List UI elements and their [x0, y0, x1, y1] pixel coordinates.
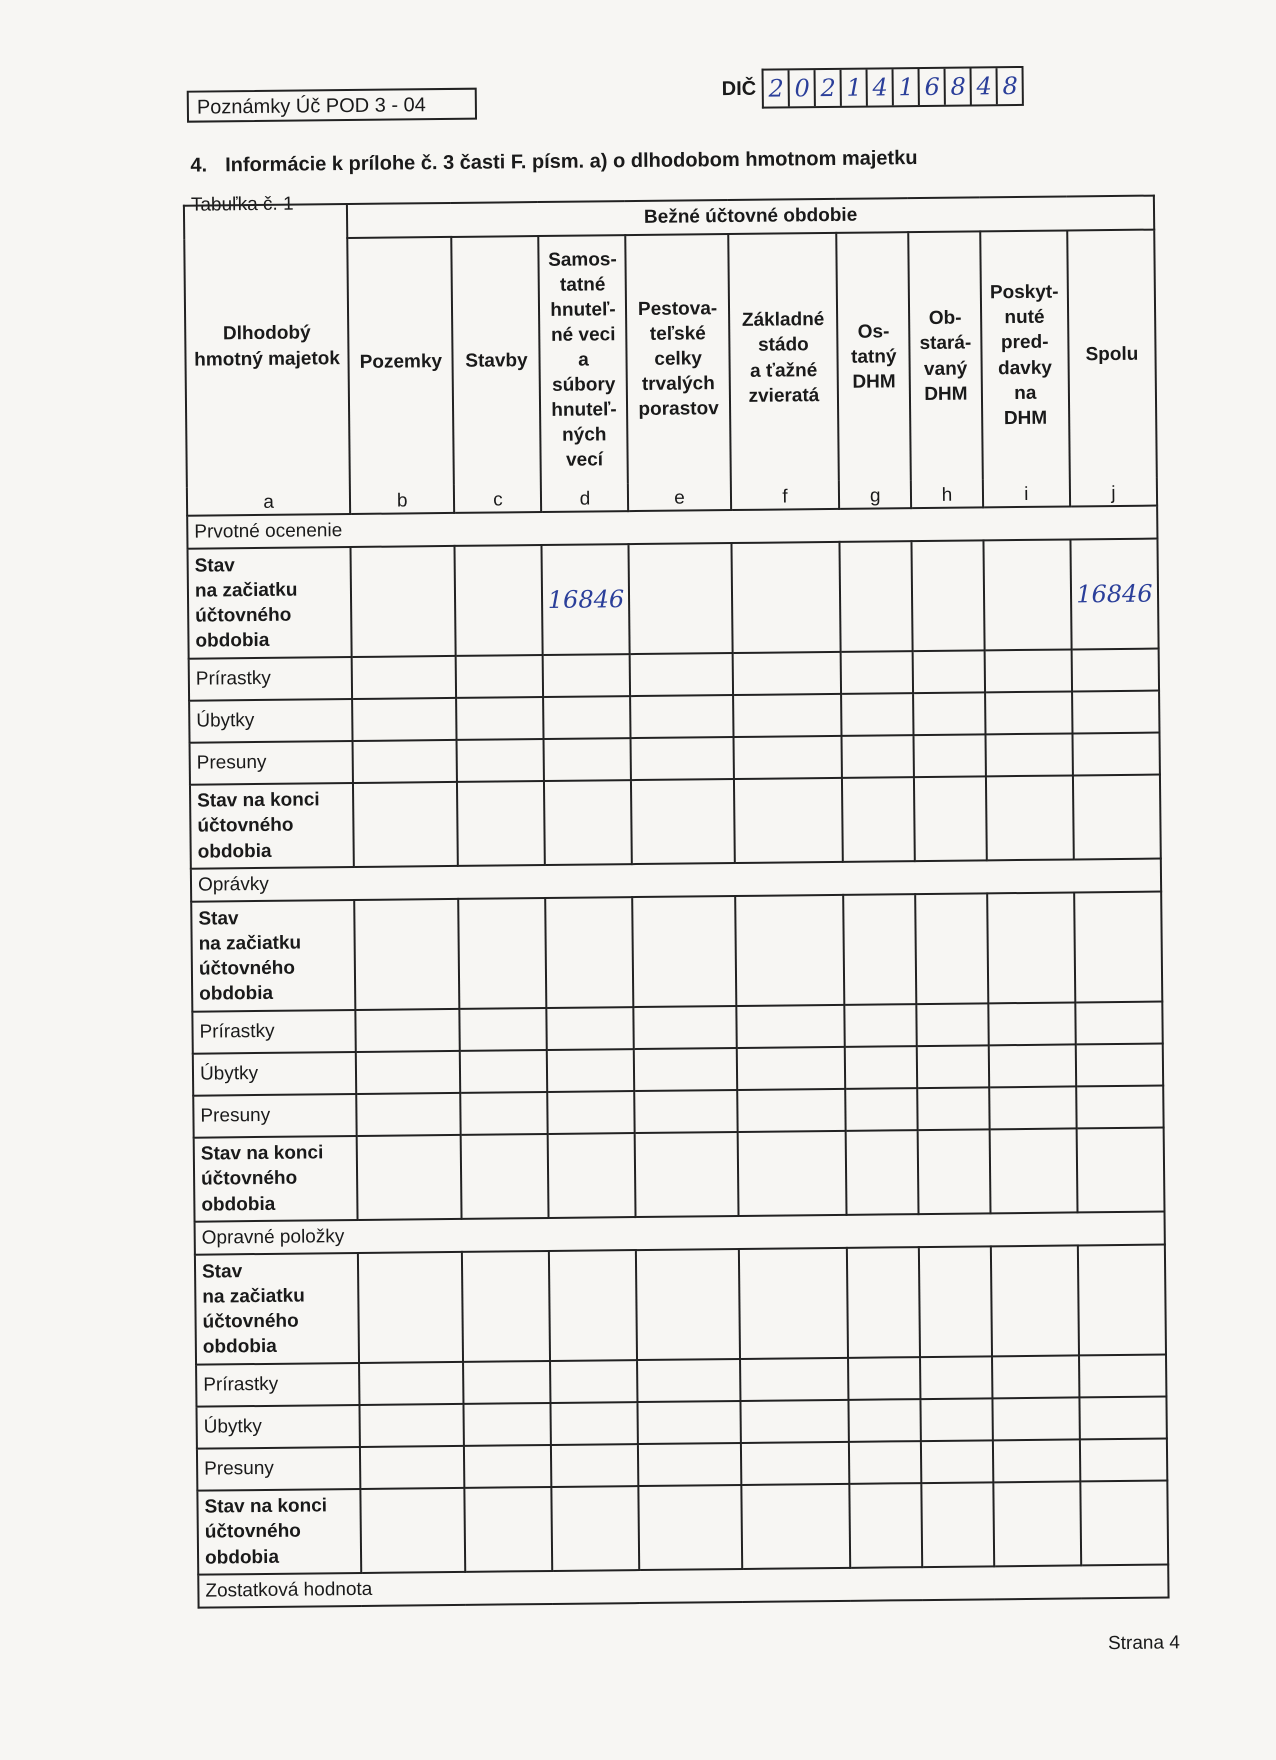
value-cell-d[interactable] [544, 780, 632, 865]
row-label: Presuny [193, 1094, 357, 1138]
value-cell-h[interactable] [917, 1087, 989, 1130]
dic-boxes [762, 66, 1024, 109]
section-heading [190, 147, 917, 178]
row-label: Prírastky [192, 1010, 356, 1054]
value-cell-e[interactable] [634, 1006, 737, 1049]
value-cell-h[interactable] [914, 734, 986, 777]
value-cell-g[interactable] [849, 1399, 921, 1442]
value-cell-c[interactable] [461, 1134, 549, 1219]
value-cell-c[interactable] [457, 781, 545, 866]
value-cell-j[interactable]: 16846 [1070, 539, 1158, 650]
value-cell-b[interactable] [351, 546, 457, 657]
value-cell-j[interactable] [1074, 892, 1162, 1003]
value-cell-i[interactable] [989, 1086, 1076, 1129]
value-cell-j[interactable] [1079, 1397, 1167, 1440]
table-row [191, 892, 1162, 1012]
col-header-f: Základné stádo a ťažné zvieratá [728, 233, 839, 482]
row-label: Stav na začiatku účtovného obdobia [195, 1253, 359, 1365]
value-cell-i[interactable] [989, 1128, 1077, 1213]
value-cell-b[interactable] [354, 899, 460, 1010]
value-cell-j[interactable] [1073, 775, 1161, 860]
value-cell-d[interactable] [544, 738, 631, 781]
value-cell-h[interactable] [915, 893, 988, 1004]
value-cell-f[interactable] [741, 1484, 851, 1569]
value-cell-e[interactable] [631, 737, 734, 780]
value-cell-f[interactable] [735, 895, 845, 1006]
value-cell-d[interactable] [547, 1049, 634, 1092]
value-cell-f[interactable] [740, 1358, 849, 1401]
col-header-e: Pestova- teľské celky trvalých porastov [626, 234, 731, 483]
value-cell-c[interactable] [461, 1092, 548, 1135]
table-label: Tabuľka č. 1 [190, 193, 294, 216]
value-cell-h[interactable] [916, 1003, 988, 1046]
value-cell-d[interactable] [551, 1402, 638, 1445]
value-cell-e[interactable] [629, 543, 732, 654]
value-cell-f[interactable] [731, 542, 841, 653]
value-cell-e[interactable] [639, 1485, 742, 1570]
value-cell-b[interactable] [358, 1252, 464, 1363]
value-cell-c[interactable] [459, 898, 547, 1009]
value-cell-d[interactable] [551, 1444, 638, 1487]
table-row [195, 1245, 1166, 1365]
table-row [197, 1481, 1168, 1575]
value-cell-j[interactable] [1071, 649, 1159, 692]
value-cell-e[interactable] [633, 896, 736, 1007]
value-cell-c[interactable] [457, 697, 544, 740]
col-header-d: Samos- tatné hnuteľ- né veci a súbory hnuteľ- ných vecí [539, 235, 629, 484]
value-cell-h[interactable] [921, 1482, 994, 1567]
row-label: Úbytky [196, 1405, 360, 1449]
row-label: Presuny [197, 1447, 361, 1491]
value-cell-g[interactable] [844, 894, 917, 1005]
value-cell-h[interactable] [920, 1356, 992, 1399]
dic-label: DIČ [721, 77, 757, 100]
section-title: Informácie k prílohe č. 3 časti F. písm. a) o dlhodobom hmotnom majetku [225, 147, 918, 177]
value-cell-h[interactable] [919, 1246, 992, 1357]
col-letter-e: e [628, 482, 730, 511]
value-cell-j[interactable] [1076, 1044, 1164, 1087]
asset-table [183, 195, 1170, 1609]
col-letter-c: c [454, 484, 541, 513]
value-cell-b[interactable] [360, 1446, 465, 1489]
table-row [190, 775, 1161, 869]
value-cell-h[interactable] [918, 1129, 991, 1214]
col-header-g: Os- tatný DHM [837, 232, 911, 481]
row-label: Stav na začiatku účtovného obdobia [188, 547, 352, 659]
col-letter-j: j [1070, 478, 1157, 507]
row-label: Prírastky [189, 657, 353, 701]
value-cell-h[interactable] [913, 692, 985, 735]
dic-digit-box[interactable]: 8 [946, 68, 972, 104]
value-cell-f[interactable] [732, 652, 841, 695]
value-cell-i[interactable] [984, 649, 1071, 692]
table-row [188, 539, 1159, 659]
value-cell-b[interactable] [352, 698, 457, 741]
dic-digit-box[interactable]: 2 [764, 70, 790, 106]
value-cell-f[interactable] [737, 1089, 846, 1132]
value-cell-b[interactable] [357, 1135, 462, 1220]
section-title: Oprávky [191, 859, 1161, 902]
value-cell-f[interactable] [733, 736, 842, 779]
value-cell-f[interactable] [736, 1005, 845, 1048]
value-cell-e[interactable] [631, 695, 734, 738]
value-cell-d[interactable] [546, 897, 634, 1008]
value-cell-b[interactable] [356, 1051, 461, 1094]
page-number: Strana 4 [1107, 1632, 1180, 1655]
value-cell-h[interactable] [921, 1440, 993, 1483]
value-cell-c[interactable] [456, 655, 543, 698]
dic-digit-box[interactable]: 6 [920, 69, 946, 105]
value-cell-g[interactable] [841, 693, 913, 736]
value-cell-f[interactable] [734, 778, 844, 863]
value-cell-c[interactable] [457, 739, 544, 782]
row-label: Prírastky [196, 1363, 360, 1407]
value-cell-h[interactable] [921, 1398, 993, 1441]
value-cell-d[interactable] [548, 1091, 635, 1134]
value-cell-e[interactable] [638, 1443, 741, 1486]
value-cell-e[interactable] [636, 1249, 739, 1360]
dic-digit-box[interactable]: 1 [842, 70, 868, 106]
value-cell-g[interactable] [840, 541, 913, 652]
value-cell-i[interactable] [985, 733, 1072, 776]
col-header-b: Pozemky [347, 237, 454, 486]
dic-digit-box[interactable]: 0 [790, 70, 816, 106]
value-cell-i[interactable] [988, 1002, 1075, 1045]
value-cell-e[interactable] [637, 1359, 740, 1402]
value-cell-j[interactable] [1072, 733, 1160, 776]
row-label: Úbytky [189, 699, 353, 743]
value-cell-g[interactable] [845, 1004, 917, 1047]
value-cell-j[interactable] [1079, 1355, 1167, 1398]
value-cell-c[interactable] [464, 1403, 551, 1446]
value-cell-i[interactable] [987, 892, 1075, 1003]
value-cell-b[interactable] [353, 740, 458, 783]
value-cell-d[interactable] [552, 1486, 640, 1571]
value-cell-c[interactable] [460, 1050, 547, 1093]
residual-value-row: Zostatková hodnota [198, 1565, 1168, 1608]
row-label: Stav na konci účtovného obdobia [190, 783, 354, 869]
col-header-j: Spolu [1067, 230, 1157, 479]
col-header-c: Stavby [452, 236, 542, 485]
value-cell-i[interactable] [986, 775, 1074, 860]
value-cell-d[interactable] [544, 696, 631, 739]
value-cell-g[interactable] [849, 1441, 921, 1484]
value-cell-j[interactable] [1078, 1245, 1166, 1356]
value-cell-h[interactable] [912, 540, 985, 651]
dic-digit-box[interactable]: 2 [816, 70, 842, 106]
value-cell-i[interactable] [992, 1397, 1079, 1440]
value-cell-f[interactable] [740, 1400, 849, 1443]
value-cell-i[interactable] [993, 1481, 1081, 1566]
value-cell-d[interactable] [547, 1007, 634, 1050]
col-header-h: Ob- stará- vaný DHM [908, 231, 982, 480]
value-cell-f[interactable] [741, 1442, 850, 1485]
value-cell-e[interactable] [635, 1090, 738, 1133]
row-label: Presuny [190, 741, 354, 785]
value-cell-c[interactable] [464, 1361, 551, 1404]
col-letter-i: i [983, 478, 1070, 507]
value-cell-e[interactable] [634, 1048, 737, 1091]
value-cell-g[interactable] [841, 651, 913, 694]
value-cell-f[interactable] [737, 1131, 847, 1216]
value-cell-d[interactable] [548, 1133, 636, 1218]
value-cell-j[interactable] [1076, 1086, 1164, 1129]
value-cell-c[interactable] [460, 1008, 547, 1051]
value-cell-i[interactable] [983, 539, 1071, 650]
dic-digit-box[interactable]: 1 [894, 69, 920, 105]
value-cell-b[interactable] [360, 1404, 465, 1447]
col-letter-h: h [911, 479, 983, 508]
value-cell-b[interactable] [353, 782, 458, 867]
value-cell-i[interactable] [989, 1044, 1076, 1087]
col-header-i: Poskyt- nuté pred- davky na DHM [980, 230, 1070, 479]
value-cell-f[interactable] [736, 1047, 845, 1090]
value-cell-j[interactable] [1076, 1128, 1164, 1213]
value-cell-b[interactable] [355, 1009, 460, 1052]
row-label: Stav na konci účtovného obdobia [194, 1136, 358, 1222]
value-cell-i[interactable] [992, 1355, 1079, 1398]
col-header-a: Dlhodobý hmotný majetok [184, 204, 350, 488]
value-cell-b[interactable] [352, 656, 457, 699]
value-cell-c[interactable] [462, 1251, 550, 1362]
col-letter-g: g [839, 480, 911, 509]
row-label: Stav na začiatku účtovného obdobia [191, 900, 355, 1012]
value-cell-b[interactable] [356, 1093, 461, 1136]
dic-digit-box[interactable]: 4 [972, 68, 998, 104]
col-letter-a: a [187, 486, 350, 516]
section-number: 4. [190, 154, 208, 177]
value-cell-g[interactable] [842, 735, 914, 778]
value-cell-d[interactable] [550, 1360, 637, 1403]
value-cell-j[interactable] [1080, 1481, 1168, 1566]
row-label: Úbytky [193, 1052, 357, 1096]
col-letter-f: f [730, 481, 839, 510]
value-cell-e[interactable] [630, 653, 733, 696]
dic-digit-box[interactable]: 4 [868, 69, 894, 105]
value-cell-d[interactable] [543, 654, 630, 697]
dic-digit-box[interactable]: 8 [998, 68, 1024, 104]
value-cell-f[interactable] [739, 1248, 849, 1359]
value-cell-e[interactable] [631, 779, 734, 864]
period-header: Bežné účtovné obdobie [347, 196, 1154, 238]
value-cell-h[interactable] [914, 776, 987, 861]
value-cell-b[interactable] [359, 1362, 464, 1405]
value-cell-i[interactable] [991, 1245, 1079, 1356]
table-row [194, 1128, 1165, 1222]
value-cell-i[interactable] [985, 691, 1072, 734]
value-cell-g[interactable] [848, 1357, 920, 1400]
col-letter-b: b [350, 485, 455, 514]
value-cell-j[interactable] [1072, 691, 1160, 734]
value-cell-j[interactable] [1075, 1002, 1163, 1045]
value-cell-d[interactable]: 16846 [542, 544, 630, 655]
value-cell-c[interactable] [455, 545, 543, 656]
value-cell-h[interactable] [917, 1045, 989, 1088]
value-cell-g[interactable] [847, 1247, 920, 1358]
value-cell-g[interactable] [842, 777, 915, 862]
value-cell-g[interactable] [846, 1088, 918, 1131]
row-label: Stav na konci účtovného obdobia [197, 1489, 361, 1575]
col-letter-d: d [541, 483, 628, 512]
section-title: Opravné položky [195, 1212, 1165, 1255]
value-cell-g[interactable] [846, 1130, 919, 1215]
value-cell-f[interactable] [733, 694, 842, 737]
value-cell-j[interactable] [1080, 1439, 1168, 1482]
value-cell-g[interactable] [850, 1483, 923, 1568]
value-cell-e[interactable] [638, 1401, 741, 1444]
value-cell-d[interactable] [549, 1250, 637, 1361]
value-cell-c[interactable] [465, 1487, 553, 1572]
form-code-label: Poznámky Úč POD 3 - 04 [187, 88, 477, 123]
value-cell-g[interactable] [845, 1046, 917, 1089]
value-cell-i[interactable] [993, 1439, 1080, 1482]
dic-field [722, 66, 1025, 109]
section-title: Prvotné ocenenie [187, 506, 1157, 549]
value-cell-e[interactable] [635, 1132, 738, 1217]
value-cell-h[interactable] [913, 650, 985, 693]
value-cell-b[interactable] [360, 1488, 465, 1573]
value-cell-c[interactable] [464, 1445, 551, 1488]
